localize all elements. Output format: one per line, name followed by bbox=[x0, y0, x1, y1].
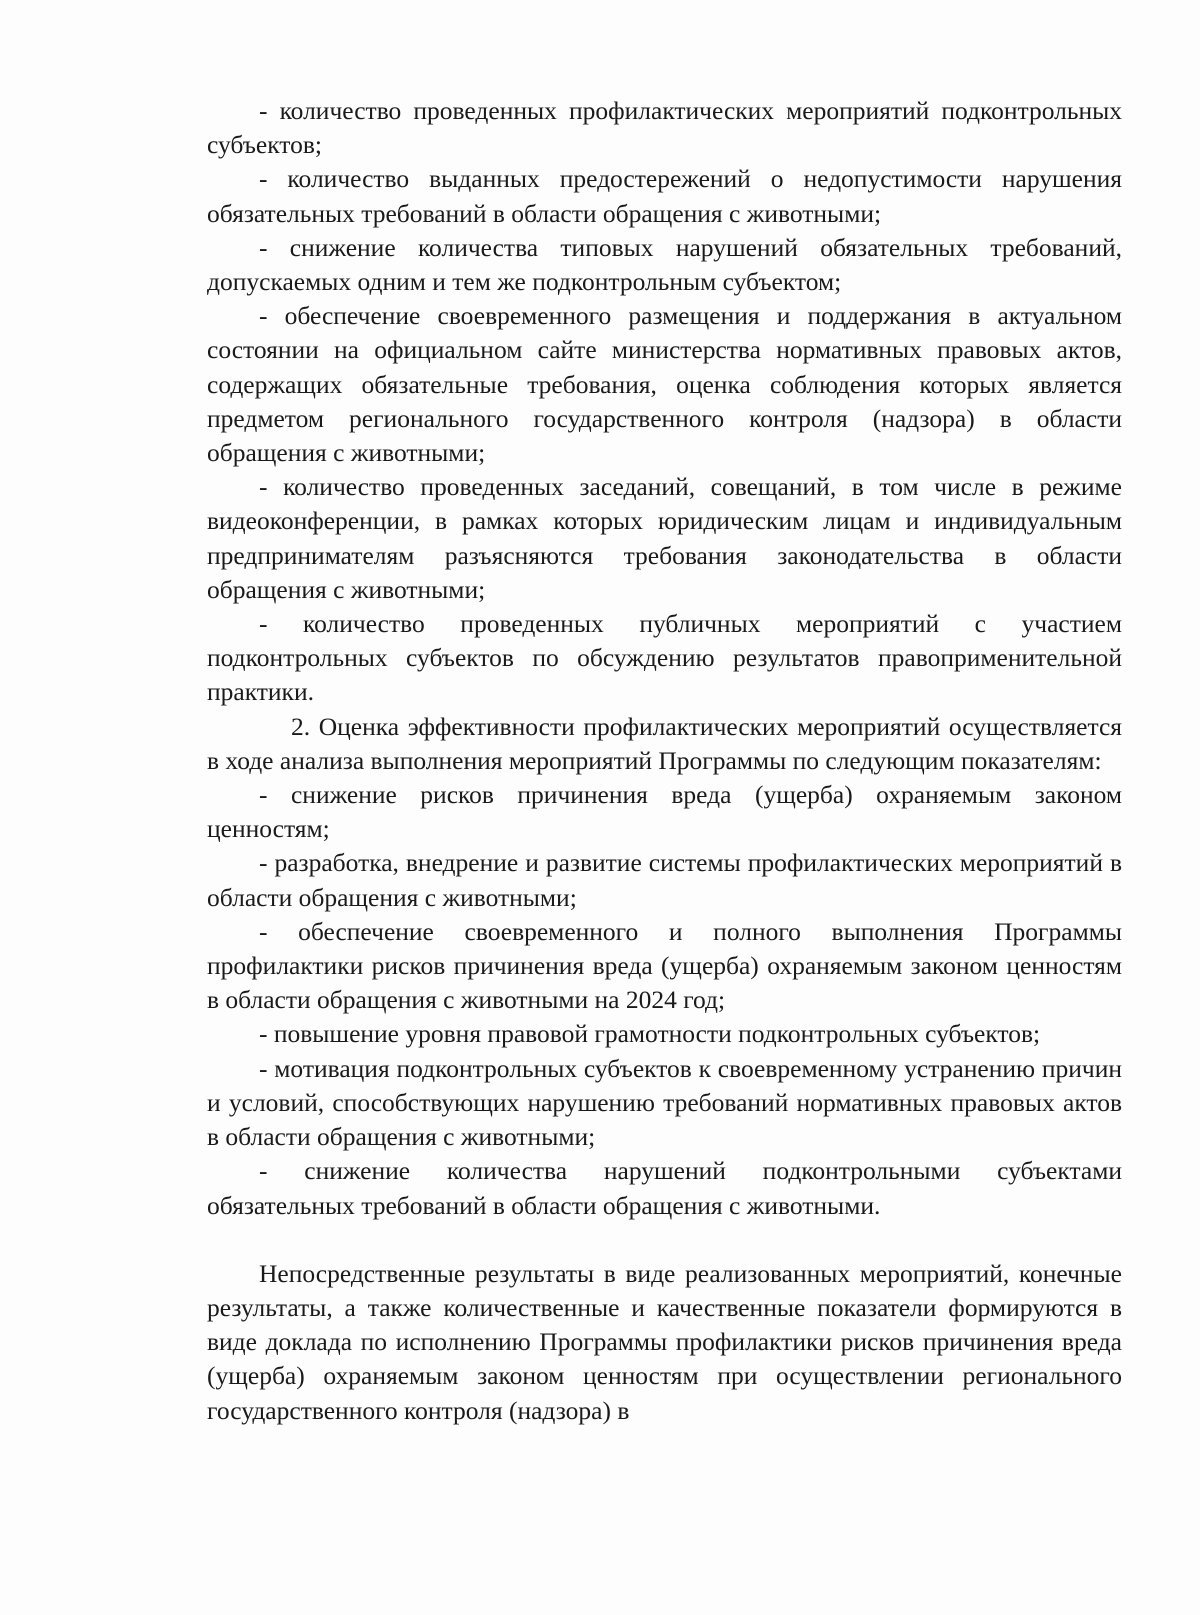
paragraph-indicator-meetings: - количество проведенных заседаний, совещаний, в том числе в режиме видеоконференции, в рамках которых юридическим лицам и индивидуальным предпринимателям разъясняются требования законодательства в области обращения с животными; bbox=[207, 472, 1122, 604]
paragraph-criterion-risk-reduction: - снижение рисков причинения вреда (ущерба) охраняемым законом ценностям; bbox=[207, 780, 1122, 844]
document-body bbox=[207, 94, 1122, 1428]
paragraph-indicator-warnings: - количество выданных предостережений о недопустимости нарушения обязательных требований в области обращения с животными; bbox=[207, 164, 1122, 228]
paragraph-indicator-public-events: - количество проведенных публичных мероприятий с участием подконтрольных субъектов по обсуждению результатов правоприменительной практики. bbox=[207, 609, 1122, 707]
paragraph-results-report: Непосредственные результаты в виде реализованных мероприятий, конечные результаты, а также количественные и качественные показатели формируются в виде доклада по исполнению Программы профилактики рисков причинения вреда (ущерба) охраняемым законом ценностям при осуществлении регионального государственного контроля (надзора) в bbox=[207, 1258, 1122, 1425]
paragraph-section-2: 2. Оценка эффективности профилактических мероприятий осуществляется в ходе анализа выполнения мероприятий Программы по следующим показателям: bbox=[207, 711, 1122, 775]
paragraph-spacer bbox=[207, 1223, 1122, 1257]
paragraph-criterion-program-execution: - обеспечение своевременного и полного выполнения Программы профилактики рисков причинения вреда (ущерба) охраняемым законом ценностям в области обращения с животными на 2024 год; bbox=[207, 916, 1122, 1015]
paragraph-criterion-system-development: - разработка, внедрение и развитие системы профилактических мероприятий в области обращения с животными; bbox=[207, 848, 1122, 912]
paragraph-criterion-violation-reduction: - снижение количества нарушений подконтрольными субъектами обязательных требований в области обращения с животными. bbox=[207, 1156, 1122, 1220]
paragraph-indicator-typical-violations: - снижение количества типовых нарушений обязательных требований, допускаемых одним и тем же подконтрольным субъектом; bbox=[207, 232, 1122, 297]
paragraph-indicator-website-acts: - обеспечение своевременного размещения и поддержания в актуальном состоянии на официальном сайте министерства нормативных правовых актов, содержащих обязательные требования, оценка соблюдения которых является предметом регионального государственного контроля (надзора) в области обращения с животными; bbox=[207, 301, 1122, 468]
paragraph-indicator-preventive-events: - количество проведенных профилактических мероприятий подконтрольных субъектов; bbox=[207, 96, 1122, 160]
paragraph-criterion-motivation: - мотивация подконтрольных субъектов к своевременному устранению причин и условий, способствующих нарушению требований нормативных правовых актов в области обращения с животными; bbox=[207, 1053, 1122, 1152]
paragraph-criterion-legal-literacy: - повышение уровня правовой грамотности подконтрольных субъектов; bbox=[259, 1019, 1041, 1049]
